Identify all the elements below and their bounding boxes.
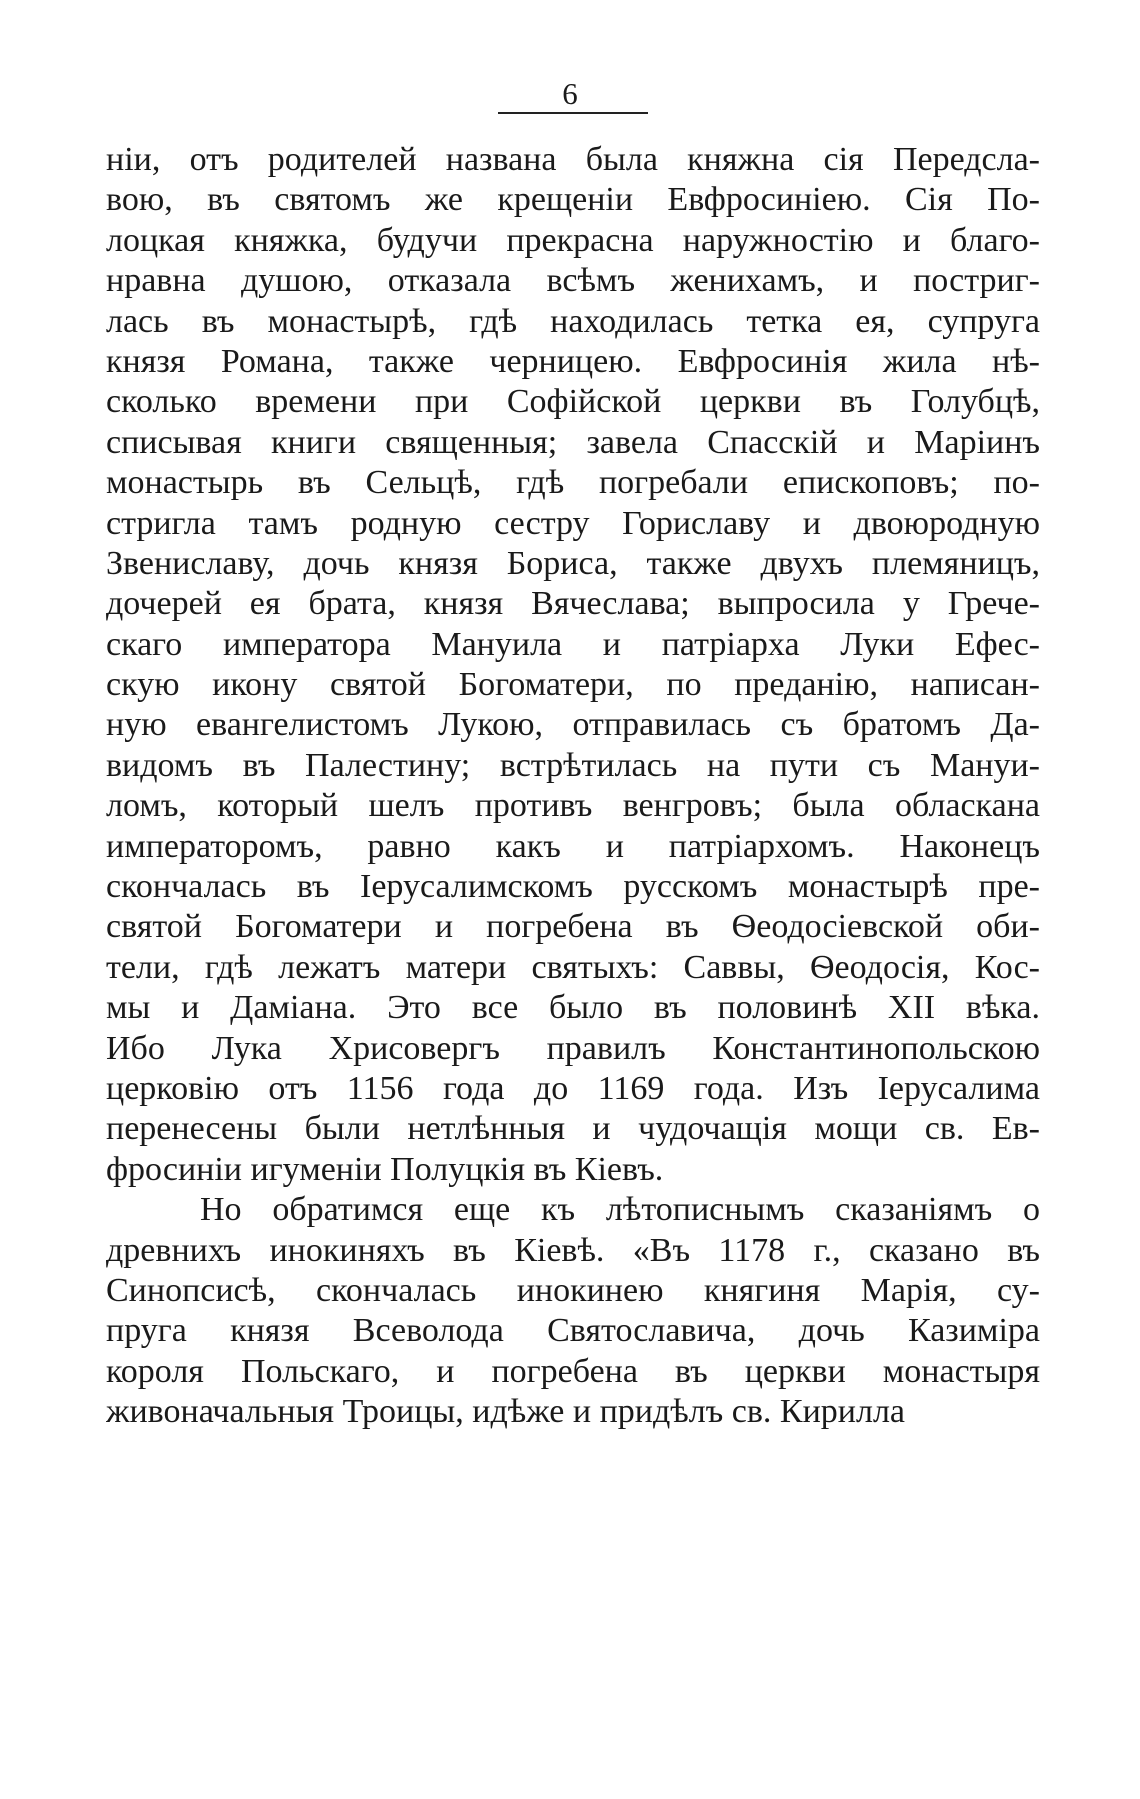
paragraph bbox=[106, 1190, 1040, 1432]
text-line: тели, гдѣ лежатъ матери святыхъ: Саввы, Ѳеодосія, Кос- bbox=[106, 948, 1040, 986]
text-line: сколько времени при Софійской церкви въ Голубцѣ, bbox=[106, 383, 1040, 421]
text-line: ніи, отъ родителей названа была княжна сія Передсла- bbox=[106, 141, 1040, 178]
text-line: лоцкая княжка, будучи прекрасна наружностію и благо- bbox=[106, 221, 1040, 259]
text-line: дочерей ея брата, князя Вячеслава; выпросила у Грече- bbox=[106, 585, 1040, 623]
text-line: ломъ, который шелъ противъ венгровъ; была обласкана bbox=[106, 787, 1040, 825]
text-line: святой Богоматери и погребена въ Ѳеодосіевской оби- bbox=[106, 908, 1040, 946]
text-line: Ибо Лука Хрисовергъ правилъ Константинопольскою bbox=[106, 1029, 1040, 1067]
text-line: скую икону святой Богоматери, по преданію, написан- bbox=[106, 666, 1040, 704]
text-line: списывая книги священныя; завела Спасскій и Маріинъ bbox=[106, 423, 1040, 461]
text-line: монастырь въ Сельцѣ, гдѣ погребали епископовъ; по- bbox=[106, 464, 1040, 502]
text-line: живоначальныя Троицы, идѣже и придѣлъ св. Кирилла bbox=[106, 1393, 905, 1431]
text-line: лась въ монастырѣ, гдѣ находилась тетка ея, супруга bbox=[106, 302, 1040, 340]
text-line: Но обратимся еще къ лѣтописнымъ сказаніямъ о bbox=[200, 1191, 1040, 1229]
text-line: перенесены были нетлѣнныя и чудочащія мощи св. Ев- bbox=[106, 1110, 1040, 1148]
text-line: церковію отъ 1156 года до 1169 года. Изъ Іерусалима bbox=[106, 1069, 1040, 1107]
paragraph bbox=[106, 140, 1040, 1190]
text-line: вою, въ святомъ же крещеніи Евфросиніею. Сія По- bbox=[106, 181, 1040, 219]
text-line: стригла тамъ родную сестру Гориславу и двоюродную bbox=[106, 504, 1040, 542]
text-line: древнихъ инокиняхъ въ Кіевѣ. «Въ 1178 г., сказано въ bbox=[106, 1231, 1040, 1269]
text-line: пруга князя Всеволода Святославича, дочь Казиміра bbox=[106, 1312, 1040, 1350]
text-line: Звениславу, дочь князя Бориса, также двухъ племяницъ, bbox=[106, 544, 1040, 582]
text-line: скаго императора Мануила и патріарха Луки Ефес- bbox=[106, 625, 1040, 663]
text-line: ную евангелистомъ Лукою, отправилась съ братомъ Да- bbox=[106, 706, 1040, 744]
text-line: видомъ въ Палестину; встрѣтилась на пути съ Мануи- bbox=[106, 746, 1040, 784]
text-line: фросиніи игуменіи Полуцкія въ Кіевъ. bbox=[106, 1150, 664, 1188]
text-line: нравна душою, отказала всѣмъ женихамъ, и постриг- bbox=[106, 262, 1040, 300]
text-line: князя Романа, также черницею. Евфросинія жила нѣ- bbox=[106, 342, 1040, 380]
body-text bbox=[106, 140, 1040, 1433]
page-number-rule bbox=[498, 112, 648, 114]
text-line: императоромъ, равно какъ и патріархомъ. Наконецъ bbox=[106, 827, 1040, 865]
text-line: мы и Даміана. Это все было въ половинѣ XII вѣка. bbox=[106, 989, 1040, 1027]
text-line: короля Польскаго, и погребена въ церкви монастыря bbox=[106, 1352, 1040, 1390]
page-number: 6 bbox=[562, 76, 578, 111]
text-line: Синопсисѣ, скончалась инокинею княгиня Марія, су- bbox=[106, 1271, 1040, 1309]
text-line: скончалась въ Іерусалимскомъ русскомъ монастырѣ пре- bbox=[106, 868, 1040, 906]
